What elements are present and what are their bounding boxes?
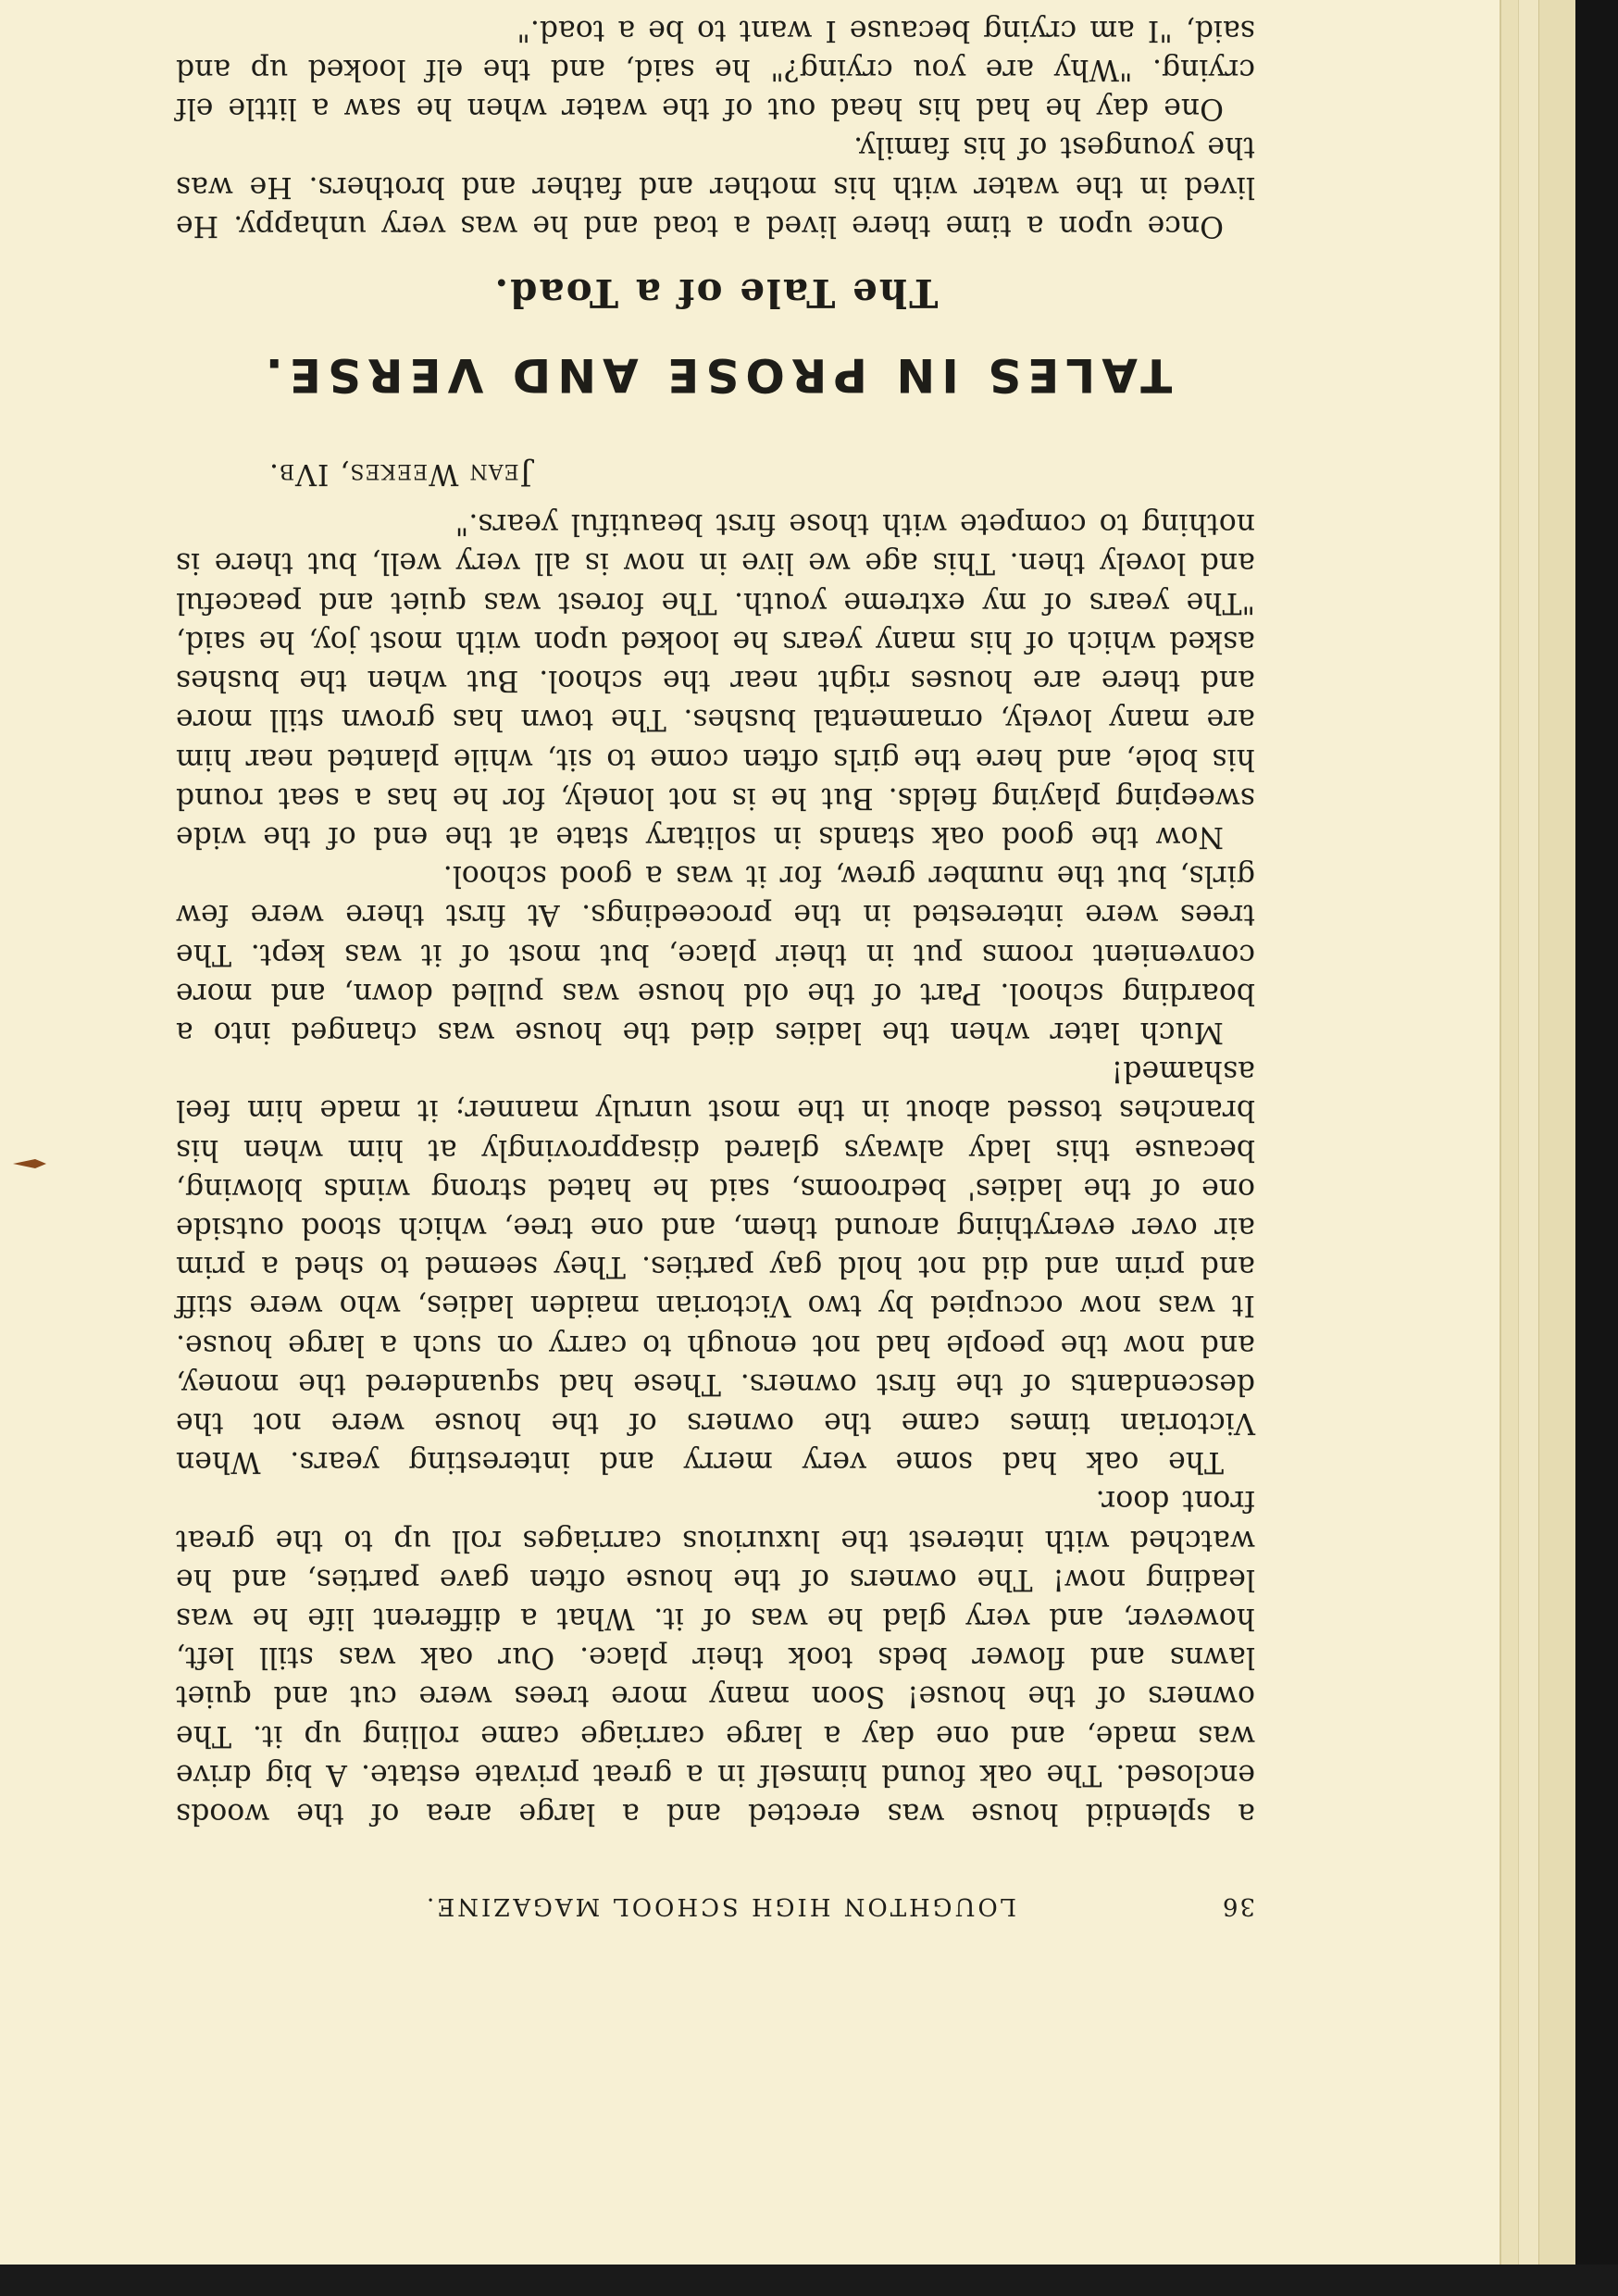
toad-paragraph-1: Once upon a time there lived a toad and he was very unhappy. He lived in the water with his mother and father and brothers. He was the youngest of his family. — [176, 131, 1255, 243]
story-title: The Tale of a Toad. — [492, 269, 939, 316]
oak-paragraph-3: Much later when the ladies died the house was changed into a boarding school. Part of the old house was pulled down, and more convenient rooms put in their place, but most of it was kept. The trees were interested in the proceedings. At first there were few girls, but the number grew, for it was a good school. — [176, 859, 1255, 1049]
page-number: 36 — [1220, 1892, 1255, 1920]
oak-paragraph-4: Now the good oak stands in solitary state at the end of the wide sweeping playing fields. But he is not lonely, for he has a seat round his bole, and here the girls often come to sit, while planted near him are many lovely, ornamental bushes. The town has grown still more and there are houses right near the school. But when the bushes asked which of his many years he looked upon with most joy, he said, "The years of my extreme youth. The forest was quiet and peaceful and lovely then. This age we live in now is all very well, but there is nothing to compete with those first beautiful years." — [176, 507, 1255, 854]
section-title: TALES IN PROSE AND VERSE. — [258, 347, 1173, 402]
toad-paragraph-2: One day he had his head out of the water when he saw a little elf crying. "Why are you crying?" he said, and the elf looked up and said, "I am crying because I want to be a toad." — [176, 13, 1255, 126]
magazine-title: LOUGHTON HIGH SCHOOL MAGAZINE. — [423, 1892, 1017, 1920]
text-column — [176, 11, 1255, 1926]
oak-paragraph-2: The oak had some very merry and interesting years. When Victorian times came the owners of the house were not the descendants of the first owners. These had squandered the money, and now the people had not enough to carry on such a large house. It was now occupied by two Victorian maiden ladies, who were stiff and prim and did not hold gay parties. They seemed to shed a prim air over everything around them, and one tree, which stood outside one of the ladies' bedrooms, said he hated strong winds blowing, because this lady always glared disapprovingly at him when his branches tossed about in the most unruly manner; it made him feel ashamed! — [176, 1054, 1255, 1479]
running-head — [176, 1889, 1255, 1926]
author-signature: Jean Weekes, IVb. — [268, 457, 532, 492]
oak-paragraph-1: a splendid house was erected and a large area of the woods enclosed. The oak found himself in a great private estate. A big drive was made, and one day a large carriage came rolling up it. The owners of the house! Soon many more trees were cut and quiet lawns and flower beds took their place. Our oak was still left, however, and very glad he was of it. What a different life he was leading now! The owners of the house often gave parties, and he watched with interest the luxurious carriages roll up to the great front door. — [176, 1484, 1255, 1830]
